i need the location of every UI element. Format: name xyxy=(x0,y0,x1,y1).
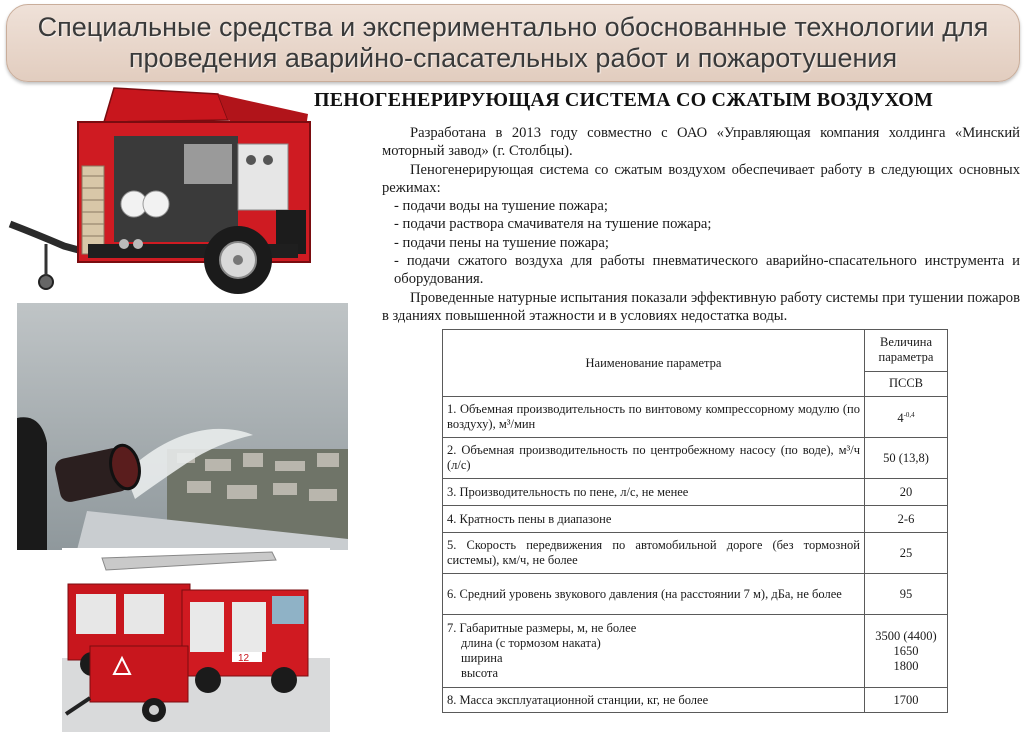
value-width: 1650 xyxy=(893,643,919,658)
banner-title-line2: проведения аварийно-спасательных работ и пожаротушения xyxy=(128,43,898,73)
table-row xyxy=(443,533,948,574)
param-name-dimensions xyxy=(443,615,865,688)
dimension-height: высота xyxy=(461,666,499,680)
paragraph-modes-intro: Пеногенерирующая система со сжатым воздухом обеспечивает работу в следующих основных режимах: xyxy=(382,161,1020,196)
table-row xyxy=(443,397,948,438)
param-name: 3. Производительность по пене, л/с, не менее xyxy=(443,479,865,506)
param-value: 25 xyxy=(865,533,948,574)
table-row xyxy=(443,615,948,688)
param-value xyxy=(865,397,948,438)
value-length: 3500 (4400) xyxy=(875,628,937,643)
dimension-length: длина (с тормозом наката) xyxy=(461,636,601,650)
param-name: 1. Объемная производительность по винтовому компрессорному модулю (по воздуху), м³/мин xyxy=(443,397,865,438)
list-item-foam: - подачи пены на тушение пожара; xyxy=(394,234,609,251)
param-name: 5. Скорость передвижения по автомобильной дороге (без тормозной системы), км/ч, не более xyxy=(443,533,865,574)
param-value-main: 4 xyxy=(897,411,904,426)
foam-generator-trailer-image xyxy=(6,84,318,298)
param-value-tolerance: -0,4 xyxy=(903,410,915,419)
param-value: 50 (13,8) xyxy=(865,438,948,479)
list-item-compressed-air: - подачи сжатого воздуха для работы пневматического аварийно-спасательного инструмента и оборудования. xyxy=(394,253,1020,288)
table-header-row xyxy=(443,330,948,372)
param-name: 6. Средний уровень звукового давления (на расстоянии 7 м), дБа, не более xyxy=(443,574,865,615)
fire-trucks-image xyxy=(62,548,330,732)
parameters-table xyxy=(442,329,948,713)
param-value: 20 xyxy=(865,479,948,506)
param-value: 95 xyxy=(865,574,948,615)
table-row xyxy=(443,688,948,713)
banner-title-line1: Специальные средства и экспериментально обоснованные технологии для xyxy=(37,12,989,42)
paragraph-developed: Разработана в 2013 году совместно с ОАО «Управляющая компания холдинга «Минский моторный завод» (г. Столбцы). xyxy=(382,125,1020,160)
param-value: 1700 xyxy=(865,688,948,713)
table-row xyxy=(443,438,948,479)
table-row xyxy=(443,479,948,506)
param-value: 2-6 xyxy=(865,506,948,533)
section-heading: ПЕНОГЕНЕРИРУЮЩАЯ СИСТЕМА СО СЖАТЫМ ВОЗДУХОМ xyxy=(314,89,934,111)
param-name: 7. Габаритные размеры, м, не более xyxy=(447,621,637,635)
list-item-wetting-agent: - подачи раствора смачивателя на тушение пожара; xyxy=(394,216,712,233)
list-item-water: - подачи воды на тушение пожара; xyxy=(394,198,608,215)
table-row xyxy=(443,506,948,533)
header-pssv: ПССВ xyxy=(865,371,948,396)
param-value-dimensions xyxy=(865,615,948,688)
param-name: 4. Кратность пены в диапазоне xyxy=(443,506,865,533)
param-name: 2. Объемная производительность по центробежному насосу (по воде), м³/ч (л/с) xyxy=(443,438,865,479)
param-name: 8. Масса эксплуатационной станции, кг, не более xyxy=(443,688,865,713)
value-height: 1800 xyxy=(893,658,919,673)
foam-cannon-photo xyxy=(17,303,348,550)
description-text xyxy=(382,124,1020,325)
title-banner xyxy=(6,4,1020,82)
header-parameter-name: Наименование параметра xyxy=(443,330,865,397)
truck-number: 12 xyxy=(238,653,250,664)
paragraph-tests: Проведенные натурные испытания показали эффективную работу системы при тушении пожаров в зданиях повышенной этажности и в условиях недостатка воды. xyxy=(382,289,1020,324)
header-parameter-value: Величина параметра xyxy=(865,330,948,372)
table-row xyxy=(443,574,948,615)
dimension-width: ширина xyxy=(461,651,503,665)
banner-title xyxy=(38,12,989,74)
